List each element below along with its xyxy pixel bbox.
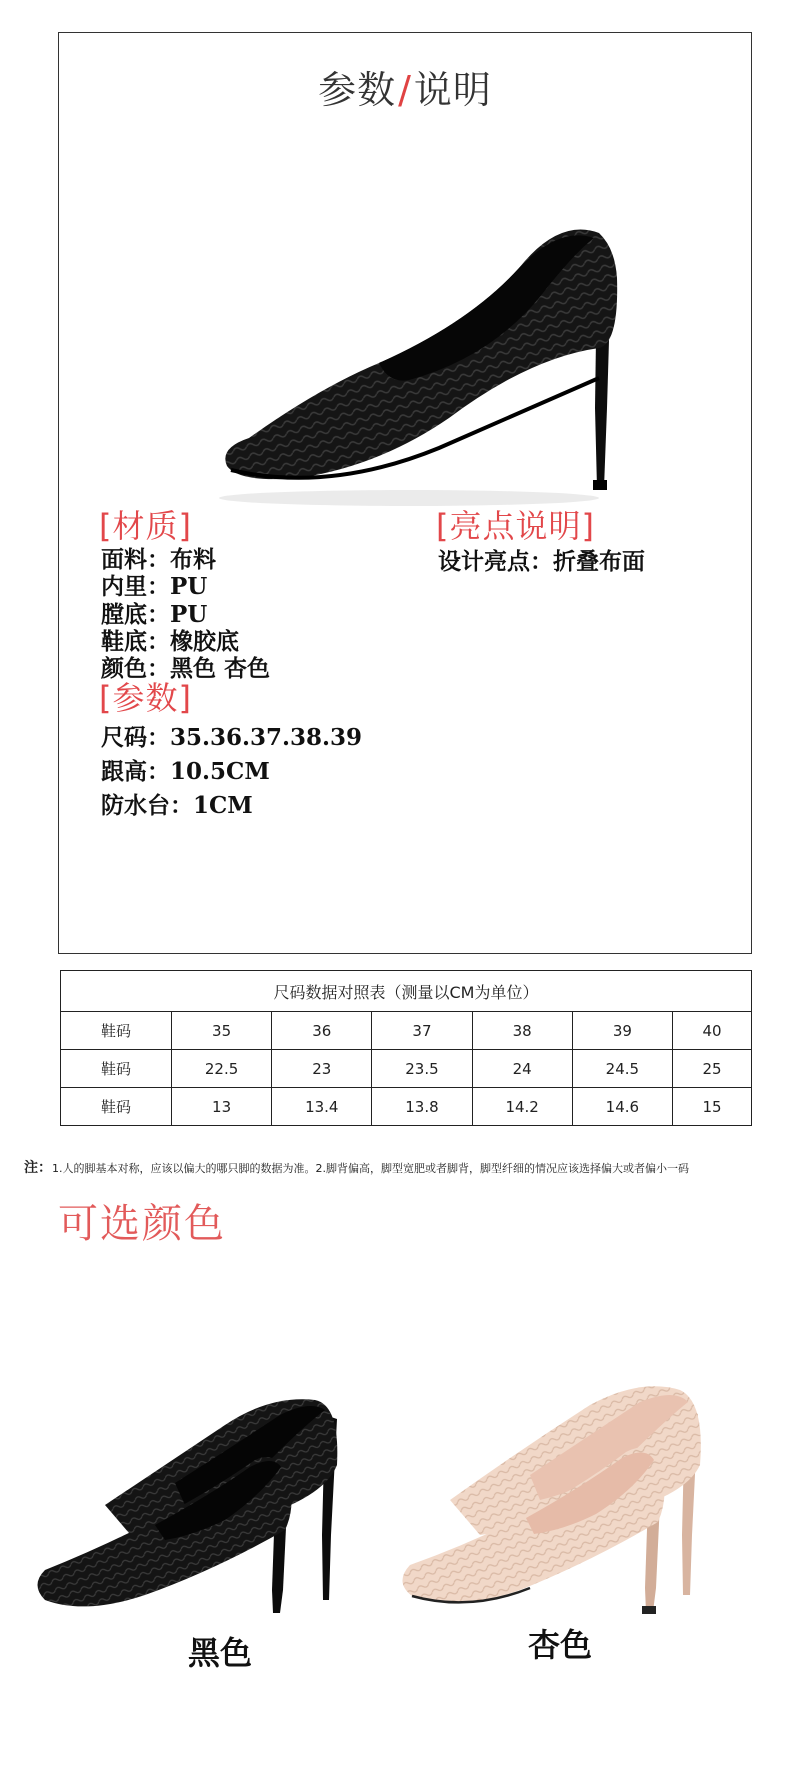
row-label: 鞋码 — [61, 1088, 172, 1126]
spec-heel-height — [101, 753, 270, 786]
spec-size — [101, 719, 362, 752]
table-cell: 15 — [673, 1088, 752, 1126]
spec-value: 黑色 杏色 — [170, 655, 271, 682]
table-cell: 25 — [673, 1050, 752, 1088]
table-cell: 37 — [372, 1012, 472, 1050]
spec-value: 1CM — [193, 792, 253, 819]
table-cell: 36 — [272, 1012, 372, 1050]
spec-value: 35.36.37.38.39 — [170, 724, 363, 751]
table-row — [61, 1050, 752, 1088]
spec-label: 颜色： — [101, 655, 170, 682]
row-label: 鞋码 — [61, 1012, 172, 1050]
table-cell: 24.5 — [572, 1050, 672, 1088]
row-label: 鞋码 — [61, 1050, 172, 1088]
spec-label: 鞋底： — [101, 628, 170, 655]
material-heading: [材质] — [99, 507, 192, 545]
note-prefix: 注： — [24, 1160, 52, 1176]
apricot-shoe-image — [390, 1350, 750, 1620]
table-cell: 22.5 — [172, 1050, 272, 1088]
table-cell: 13 — [172, 1088, 272, 1126]
title-right: 说明 — [413, 68, 492, 112]
spec-value: PU — [170, 573, 208, 600]
table-cell: 14.2 — [472, 1088, 572, 1126]
spec-label: 设计亮点： — [438, 548, 553, 575]
hero-shoe-image — [179, 148, 649, 528]
spec-label: 内里： — [101, 573, 170, 600]
spec-value: 折叠布面 — [553, 548, 645, 575]
black-color-label: 黑色 — [187, 1634, 252, 1672]
size-chart-table — [60, 970, 752, 1126]
table-cell: 14.6 — [572, 1088, 672, 1126]
spec-label: 膛底： — [101, 601, 170, 628]
parameter-panel — [58, 32, 752, 954]
highlight-heading: [亮点说明] — [436, 507, 595, 545]
spec-platform — [101, 787, 253, 820]
table-cell: 23 — [272, 1050, 372, 1088]
table-caption-row — [61, 971, 752, 1012]
spec-label: 跟高： — [101, 758, 170, 785]
black-shoe-image — [25, 1355, 375, 1620]
title-left: 参数 — [318, 68, 397, 112]
spec-value: 布料 — [170, 546, 216, 573]
spec-design-highlight — [438, 543, 645, 576]
spec-label: 尺码： — [101, 724, 170, 751]
params-heading: [参数] — [99, 679, 192, 717]
table-cell: 39 — [572, 1012, 672, 1050]
spec-value: PU — [170, 601, 208, 628]
table-row — [61, 1088, 752, 1126]
title-slash: / — [398, 68, 412, 112]
table-cell: 24 — [472, 1050, 572, 1088]
spec-label: 面料： — [101, 546, 170, 573]
table-row — [61, 1012, 752, 1050]
table-cell: 35 — [172, 1012, 272, 1050]
size-note — [24, 1157, 784, 1177]
table-caption: 尺码数据对照表（测量以CM为单位） — [61, 971, 752, 1012]
table-cell: 40 — [673, 1012, 752, 1050]
page-title — [59, 59, 751, 114]
spec-value: 橡胶底 — [170, 628, 239, 655]
note-text: 1.人的脚基本对称，应该以偏大的哪只脚的数据为准。2.脚背偏高，脚型宽肥或者脚背，脚型纤细的情况应该选择偏大或者偏小一码 — [52, 1162, 689, 1175]
table-cell: 38 — [472, 1012, 572, 1050]
table-cell: 13.8 — [372, 1088, 472, 1126]
table-cell: 23.5 — [372, 1050, 472, 1088]
spec-label: 防水台： — [101, 792, 193, 819]
table-cell: 13.4 — [272, 1088, 372, 1126]
spec-value: 10.5CM — [170, 758, 270, 785]
color-options-heading: 可选颜色 — [58, 1201, 226, 1247]
apricot-color-label: 杏色 — [527, 1626, 592, 1664]
